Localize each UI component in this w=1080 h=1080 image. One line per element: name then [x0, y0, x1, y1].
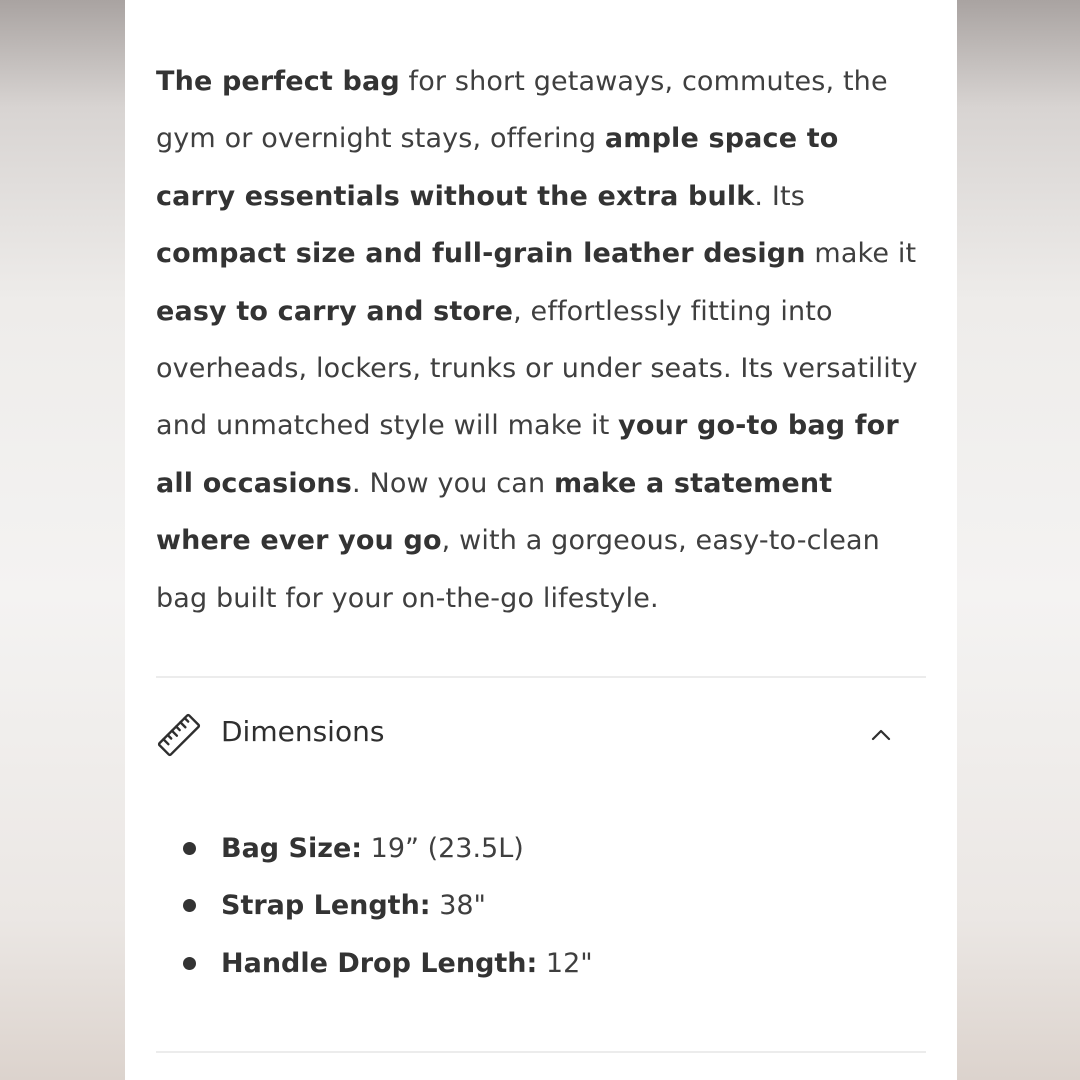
spec-label: Strap Length:: [221, 890, 431, 922]
description-text: . Its: [754, 180, 805, 212]
description-highlight: make a statement where ever you go: [156, 467, 833, 557]
spec-label: Bag Size:: [221, 833, 363, 864]
bullet-icon: [183, 899, 196, 912]
spec-value: 38": [430, 890, 486, 922]
product-details-panel: [125, 0, 957, 1080]
section-divider: [156, 676, 926, 678]
list-item: [156, 820, 926, 877]
spec-value: 19” (23.5L): [362, 833, 524, 864]
description-text: make it: [805, 238, 917, 270]
description-text: for short getaways, commutes, the gym or overnight stays, offering: [156, 66, 888, 155]
spec-label: Handle Drop Length:: [221, 947, 538, 979]
bullet-icon: [183, 842, 196, 855]
description-text: , with a gorgeous, easy-to-clean bag built for your on-the-go lifestyle.: [156, 525, 880, 614]
list-item: [156, 935, 926, 992]
dimensions-accordion-toggle[interactable]: [156, 700, 926, 766]
description-highlight: The perfect bag: [156, 66, 400, 97]
description-text: . Now you can: [352, 467, 554, 499]
list-item: [156, 877, 926, 934]
chevron-up-icon[interactable]: [868, 722, 894, 748]
description-highlight: compact size and full-grain leather design: [156, 238, 806, 270]
section-divider: [156, 1051, 926, 1053]
description-highlight: ample space to carry essentials without the extra bulk: [156, 123, 839, 212]
product-description: [156, 53, 926, 627]
dimensions-list: [156, 820, 926, 992]
dimensions-title: Dimensions: [221, 715, 385, 748]
spec-value: 12": [537, 947, 593, 979]
description-text: , effortlessly fitting into overheads, lockers, trunks or under seats. Its versatility and unmatched style will make it: [156, 295, 918, 442]
bullet-icon: [183, 957, 196, 970]
ruler-icon: [156, 712, 202, 758]
description-highlight: easy to carry and store: [156, 295, 514, 327]
description-highlight: your go-to bag for all occasions: [156, 410, 899, 499]
